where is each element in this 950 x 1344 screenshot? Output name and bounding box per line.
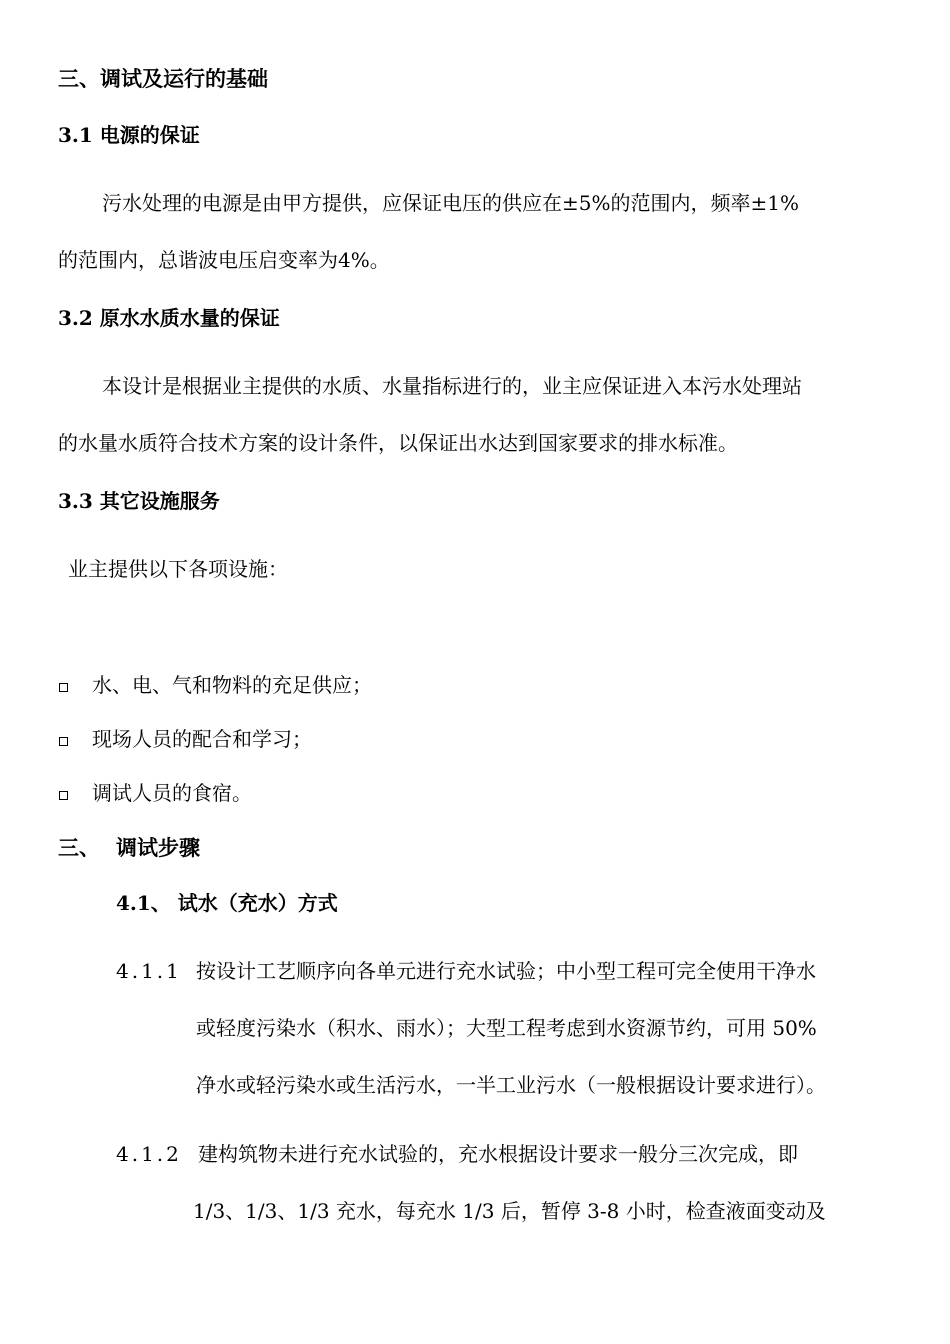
- paragraph-line: 污水处理的电源是由甲方提供，应保证电压的供应在±5%的范围内，频率±1%: [102, 191, 799, 215]
- paragraph-line: 的范围内，总谐波电压启变率为4%。: [58, 248, 390, 272]
- checkbox-bullet-icon: [59, 683, 68, 692]
- section-title: 调试步骤: [116, 835, 200, 860]
- section-number: 三、: [58, 835, 100, 860]
- subsection-title-4-1: 4.1、 试水（充水）方式: [116, 891, 338, 915]
- checkbox-bullet-icon: [59, 791, 68, 800]
- subsection-title-3-1: 3.1 电源的保证: [58, 123, 200, 147]
- clause-number: 4.1.1: [116, 959, 182, 983]
- list-item: 现场人员的配合和学习；: [92, 727, 312, 751]
- paragraph-line: 本设计是根据业主提供的水质、水量指标进行的，业主应保证进入本污水处理站: [102, 374, 802, 398]
- paragraph-line: 建构筑物未进行充水试验的，充水根据设计要求一般分三次完成，即: [198, 1142, 798, 1166]
- clause-number: 4.1.2: [116, 1142, 182, 1166]
- checkbox-bullet-icon: [59, 737, 68, 746]
- subsection-title-3-2: 3.2 原水水质水量的保证: [58, 306, 280, 330]
- paragraph-line: 按设计工艺顺序向各单元进行充水试验；中小型工程可完全使用干净水: [196, 959, 816, 983]
- paragraph-line: 净水或轻污染水或生活污水，一半工业污水（一般根据设计要求进行）。: [196, 1073, 826, 1097]
- section-title: 三、调试及运行的基础: [58, 66, 268, 91]
- paragraph-line: 1/3、1/3、1/3 充水，每充水 1/3 后，暂停 3-8 小时，检查液面变动及: [193, 1199, 826, 1223]
- list-item: 调试人员的食宿。: [92, 781, 252, 805]
- list-item: 水、电、气和物料的充足供应；: [92, 673, 372, 697]
- subsection-title-3-3: 3.3 其它设施服务: [58, 489, 220, 513]
- paragraph-line: 业主提供以下各项设施：: [68, 557, 288, 581]
- paragraph-line: 的水量水质符合技术方案的设计条件，以保证出水达到国家要求的排水标准。: [58, 431, 738, 455]
- paragraph-line: 或轻度污染水（积水、雨水）；大型工程考虑到水资源节约，可用 50%: [196, 1016, 817, 1040]
